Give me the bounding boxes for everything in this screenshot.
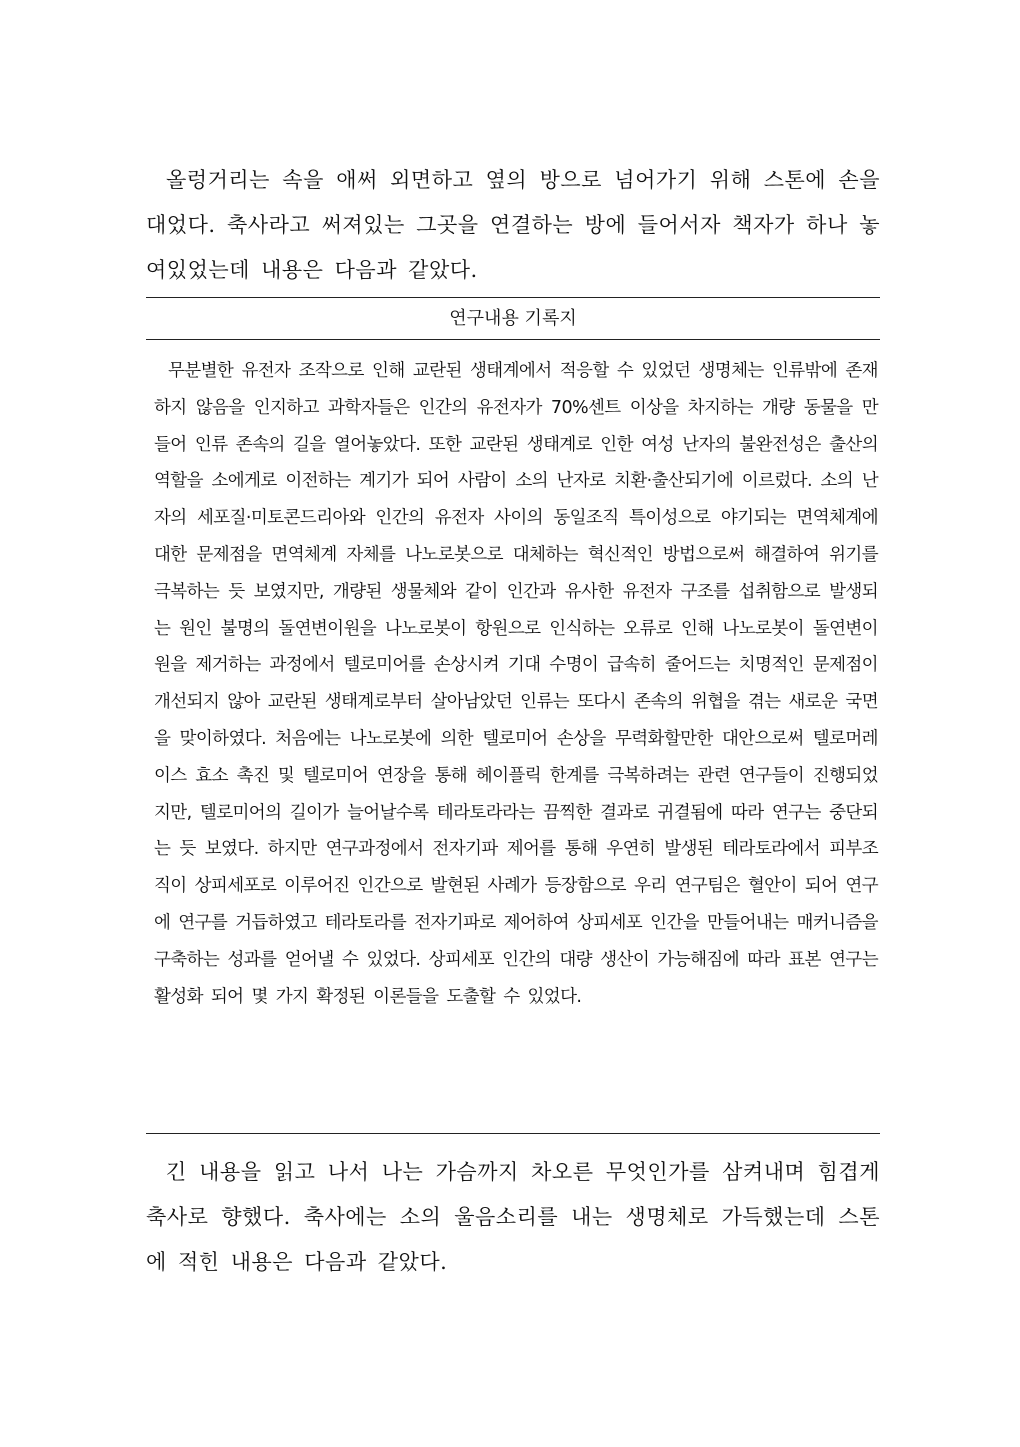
record-box-body: 무분별한 유전자 조작으로 인해 교란된 생태계에서 적응할 수 있었던 생명체는 인류밖에 존재하지 않음을 인지하고 과학자들은 인간의 유전자가 70%센트 이상을 차지하는 개량 동물을 만들어 인류 존속의 길을 열어놓았다. 또한 교란된 생태계로 인한 여성 난자의 불완전성은 출산의 역할을 소에게로 이전하는 계기가 되어 사람이 소의 난자로 치환·출산되기에 이르렀다. 소의 난자의 세포질·미토콘드리아와 인간의 유전자 사이의 동일조직 특이성으로 야기되는 면역체계에 대한 문제점을 면역체계 자체를 나노로봇으로 대체하는 혁신적인 방법으로써 해결하여 위기를 극복하는 듯 보였지만, 개량된 생물체와 같이 인간과 유사한 유전자 구조를 섭취함으로 발생되는 원인 불명의 돌연변이원을 나노로봇이 항원으로 인식하는 오류로 인해 나노로봇이 돌연변이원을 제거하는 과정에서 텔로미어를 손상시켜 기대 수명이 급속히 줄어드는 치명적인 문제점이 개선되지 않아 교란된 생태계로부터 살아남았던 인류는 또다시 존속의 위협을 겪는 새로운 국면을 맞이하였다. 처음에는 나노로봇에 의한 텔로미어 손상을 무력화할만한 대안으로써 텔로머레이스 효소 촉진 및 텔로미어 연장을 통해 헤이플릭 한계를 극복하려는 관련 연구들이 진행되었지만, 텔로미어의 길이가 늘어날수록 테라토라라는 끔찍한 결과로 귀결됨에 따라 연구는 중단되는 듯 보였다. 하지만 연구과정에서 전자기파 제어를 통해 우연히 발생된 테라토라에서 피부조직이 상피세포로 이루어진 인간으로 발현된 사례가 등장함으로 우리 연구팀은 혈안이 되어 연구에 연구를 거듭하였고 테라토라를 전자기파로 제어하여 상피세포 인간을 만들어내는 매커니즘을 구축하는 성과를 얻어낼 수 있었다. 상피세포 인간의 대량 생산이 가능해짐에 따라 표본 연구는 활성화 되어 몇 가지 확정된 이론들을 도출할 수 있었다. xyxy=(154,361,878,1007)
record-box-title: 연구내용 기록지 xyxy=(449,308,577,329)
intro-paragraph: 올렁거리는 속을 애써 외면하고 옆의 방으로 넘어가기 위해 스톤에 손을 대었다. 축사라고 써져있는 그곳을 연결하는 방에 들어서자 책자가 하나 놓여있었는데 내용은 다음과 같았다. xyxy=(146,168,880,282)
record-box-bottom-rule xyxy=(146,1133,880,1134)
outro-paragraph: 긴 내용을 읽고 나서 나는 가슴까지 차오른 무엇인가를 삼켜내며 힘겹게 축사로 향했다. 축사에는 소의 울음소리를 내는 생명체로 가득했는데 스톤에 적힌 내용은 다음과 같았다. xyxy=(146,1160,880,1274)
record-box-title-rule xyxy=(146,339,880,340)
record-box-top-rule xyxy=(146,297,880,298)
